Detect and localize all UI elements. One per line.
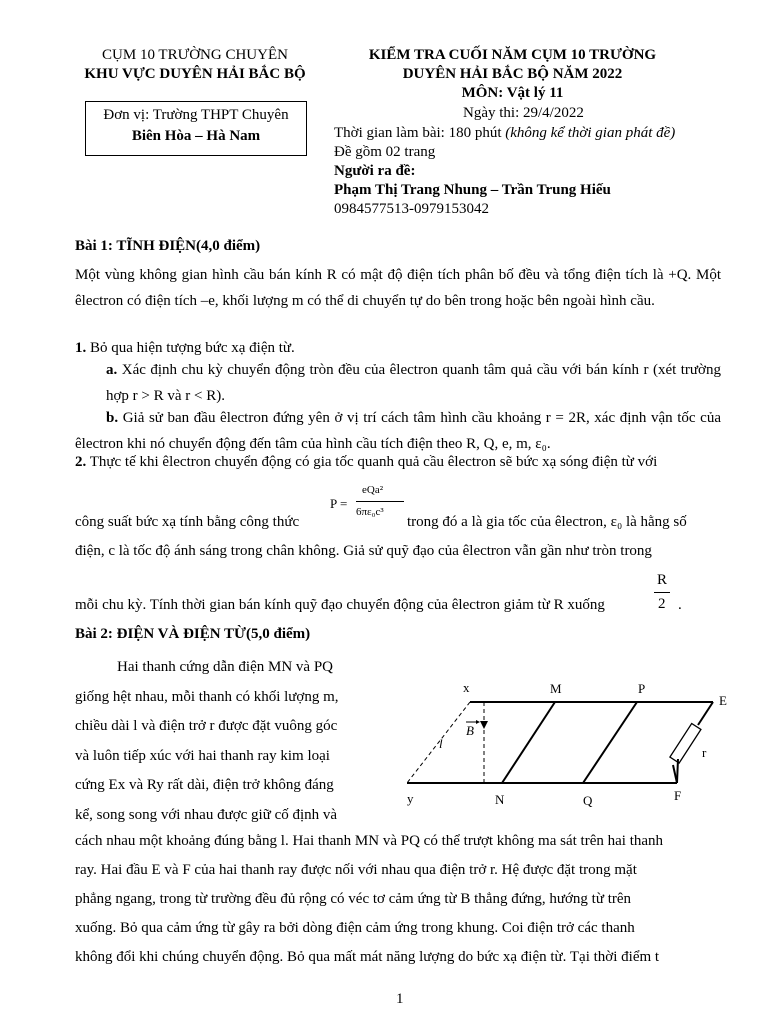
bai2-left-line: và luôn tiếp xúc với hai thanh ray kim loại: [75, 747, 330, 764]
school-cluster: CỤM 10 TRƯỜNG CHUYÊN: [102, 47, 288, 63]
bai2-body-line: không đổi khi chúng chuyển động. Bỏ qua mất mát năng lượng do bức xạ điện từ. Tại thời điểm t: [75, 949, 660, 965]
unit-line: Đơn vị: Trường THPT Chuyên: [103, 107, 289, 123]
label-Q: Q: [583, 793, 593, 808]
rail-circuit-figure: [395, 675, 735, 815]
label-P: P: [638, 681, 646, 696]
unit-school: Biên Hòa – Hà Nam: [131, 128, 261, 144]
phones: 0984577513-0979153042: [334, 201, 489, 217]
bai2-left-line: giống hệt nhau, mỗi thanh có khối lượng m,: [75, 688, 339, 705]
half-numerator: R: [657, 572, 668, 588]
bai2-body-line: ray. Hai đầu E và F của hai thanh ray được nối với nhau qua điện trở r. Hệ được đặt trong mặt: [75, 862, 637, 878]
author-label: Người ra đề:: [334, 163, 416, 179]
unit-box: [85, 101, 307, 156]
page-number: 1: [396, 991, 404, 1007]
formula-lhs: P =: [330, 496, 348, 511]
label-r: r: [702, 745, 707, 760]
bai1-q2-line3: điện, c là tốc độ ánh sáng trong chân không. Giả sử quỹ đạo của êlectron vẫn gần như tròn trong: [75, 543, 652, 559]
label-l: l: [439, 736, 443, 751]
bai2-left-line: cứng Ex và Ry rất dài, điện trở không đáng: [75, 777, 334, 794]
bai2-heading: Bài 2: ĐIỆN VÀ ĐIỆN TỪ(5,0 điểm): [75, 626, 311, 642]
bai2-body: [75, 827, 663, 972]
bai1-qa: a. Xác định chu kỳ chuyển động tròn đều của êlectron quanh tâm quả cầu với bán kính r (xét trường hợp r > R và r < R).: [106, 362, 721, 404]
bai1-heading: Bài 1: TĨNH ĐIỆN(4,0 điểm): [75, 238, 261, 254]
label-y: y: [407, 791, 414, 806]
label-B: B: [466, 723, 474, 738]
bai1-q1: 1. Bỏ qua hiện tượng bức xạ điện từ.: [75, 340, 295, 356]
exam-title-line1: KIỂM TRA CUỐI NĂM CỤM 10 TRƯỜNG: [368, 47, 657, 63]
label-N: N: [495, 792, 505, 807]
bai2-body-line: cách nhau một khoảng đúng bằng l. Hai thanh MN và PQ có thể trượt không ma sát trên hai thanh: [75, 833, 664, 849]
exam-date: Ngày thi: 29/4/2022: [463, 105, 584, 121]
bai2-left-line: Hai thanh cứng dẫn điện MN và PQ: [117, 659, 334, 675]
bai1-q2-line4: mỗi chu kỳ. Tính thời gian bán kính quỹ đạo chuyển động của êlectron giảm từ R xuống: [75, 597, 605, 613]
bai1-q2: 2. Thực tế khi êlectron chuyển động có gia tốc quanh quả cầu êlectron sẽ bức xạ sóng điện từ với: [75, 454, 658, 470]
bai1-intro: Một vùng không gian hình cầu bán kính R có mật độ điện tích phân bố đều và tổng điện tích là +Q. Một êlectron có điện tích –e, khối lượng m có thể di chuyển tự do bên trong hoặc bên ngoài hình cầu.: [75, 267, 721, 309]
bai1-q2-line2a: công suất bức xạ tính bằng công thức: [75, 514, 300, 530]
formula-denominator: 6πε₀c³: [356, 506, 384, 518]
bai2-body-line: xuống. Bỏ qua cảm ứng từ gây ra bởi dòng điện cảm ứng trong khung. Coi điện trở các thanh: [75, 920, 635, 936]
authors: Phạm Thị Trang Nhung – Trần Trung Hiếu: [334, 182, 611, 198]
formula-numerator: eQa²: [362, 484, 384, 496]
exam-pages: Đề gồm 02 trang: [334, 144, 436, 160]
label-F: F: [674, 788, 682, 803]
bai2-left-line: kể, song song với nhau được giữ cố định và: [75, 806, 338, 823]
label-x: x: [463, 680, 470, 695]
region-name: KHU VỰC DUYÊN HẢI BẮC BỘ: [84, 66, 306, 82]
bai2-left-line: chiều dài l và điện trở r được đặt vuông góc: [75, 718, 338, 735]
end-dot: .: [678, 597, 682, 613]
exam-time: Thời gian làm bài: 180 phút (không kể thời gian phát đề): [334, 125, 676, 141]
half-denominator: 2: [658, 596, 666, 612]
bai2-body-line: phẳng ngang, trong từ trường đều đủ rộng có véc tơ cảm ứng từ B thẳng đứng, hướng từ trên: [75, 891, 632, 907]
exam-subject: MÔN: Vật lý 11: [461, 85, 564, 101]
label-M: M: [550, 681, 562, 696]
bai1-q2-line2b: trong đó a là gia tốc của êlectron, ε₀ là hằng số: [407, 514, 687, 530]
label-E: E: [719, 693, 727, 708]
bai2-left-text: [75, 653, 375, 831]
bai1-qb: b. Giả sử ban đầu êlectron đứng yên ở vị trí cách tâm hình cầu khoảng r = 2R, xác định vận tốc của êlectron khi nó chuyển động đến tâm của hình cầu tích điện theo R, Q, e, m, ε₀.: [75, 410, 721, 452]
exam-title-line2: DUYÊN HẢI BẮC BỘ NĂM 2022: [402, 66, 623, 82]
